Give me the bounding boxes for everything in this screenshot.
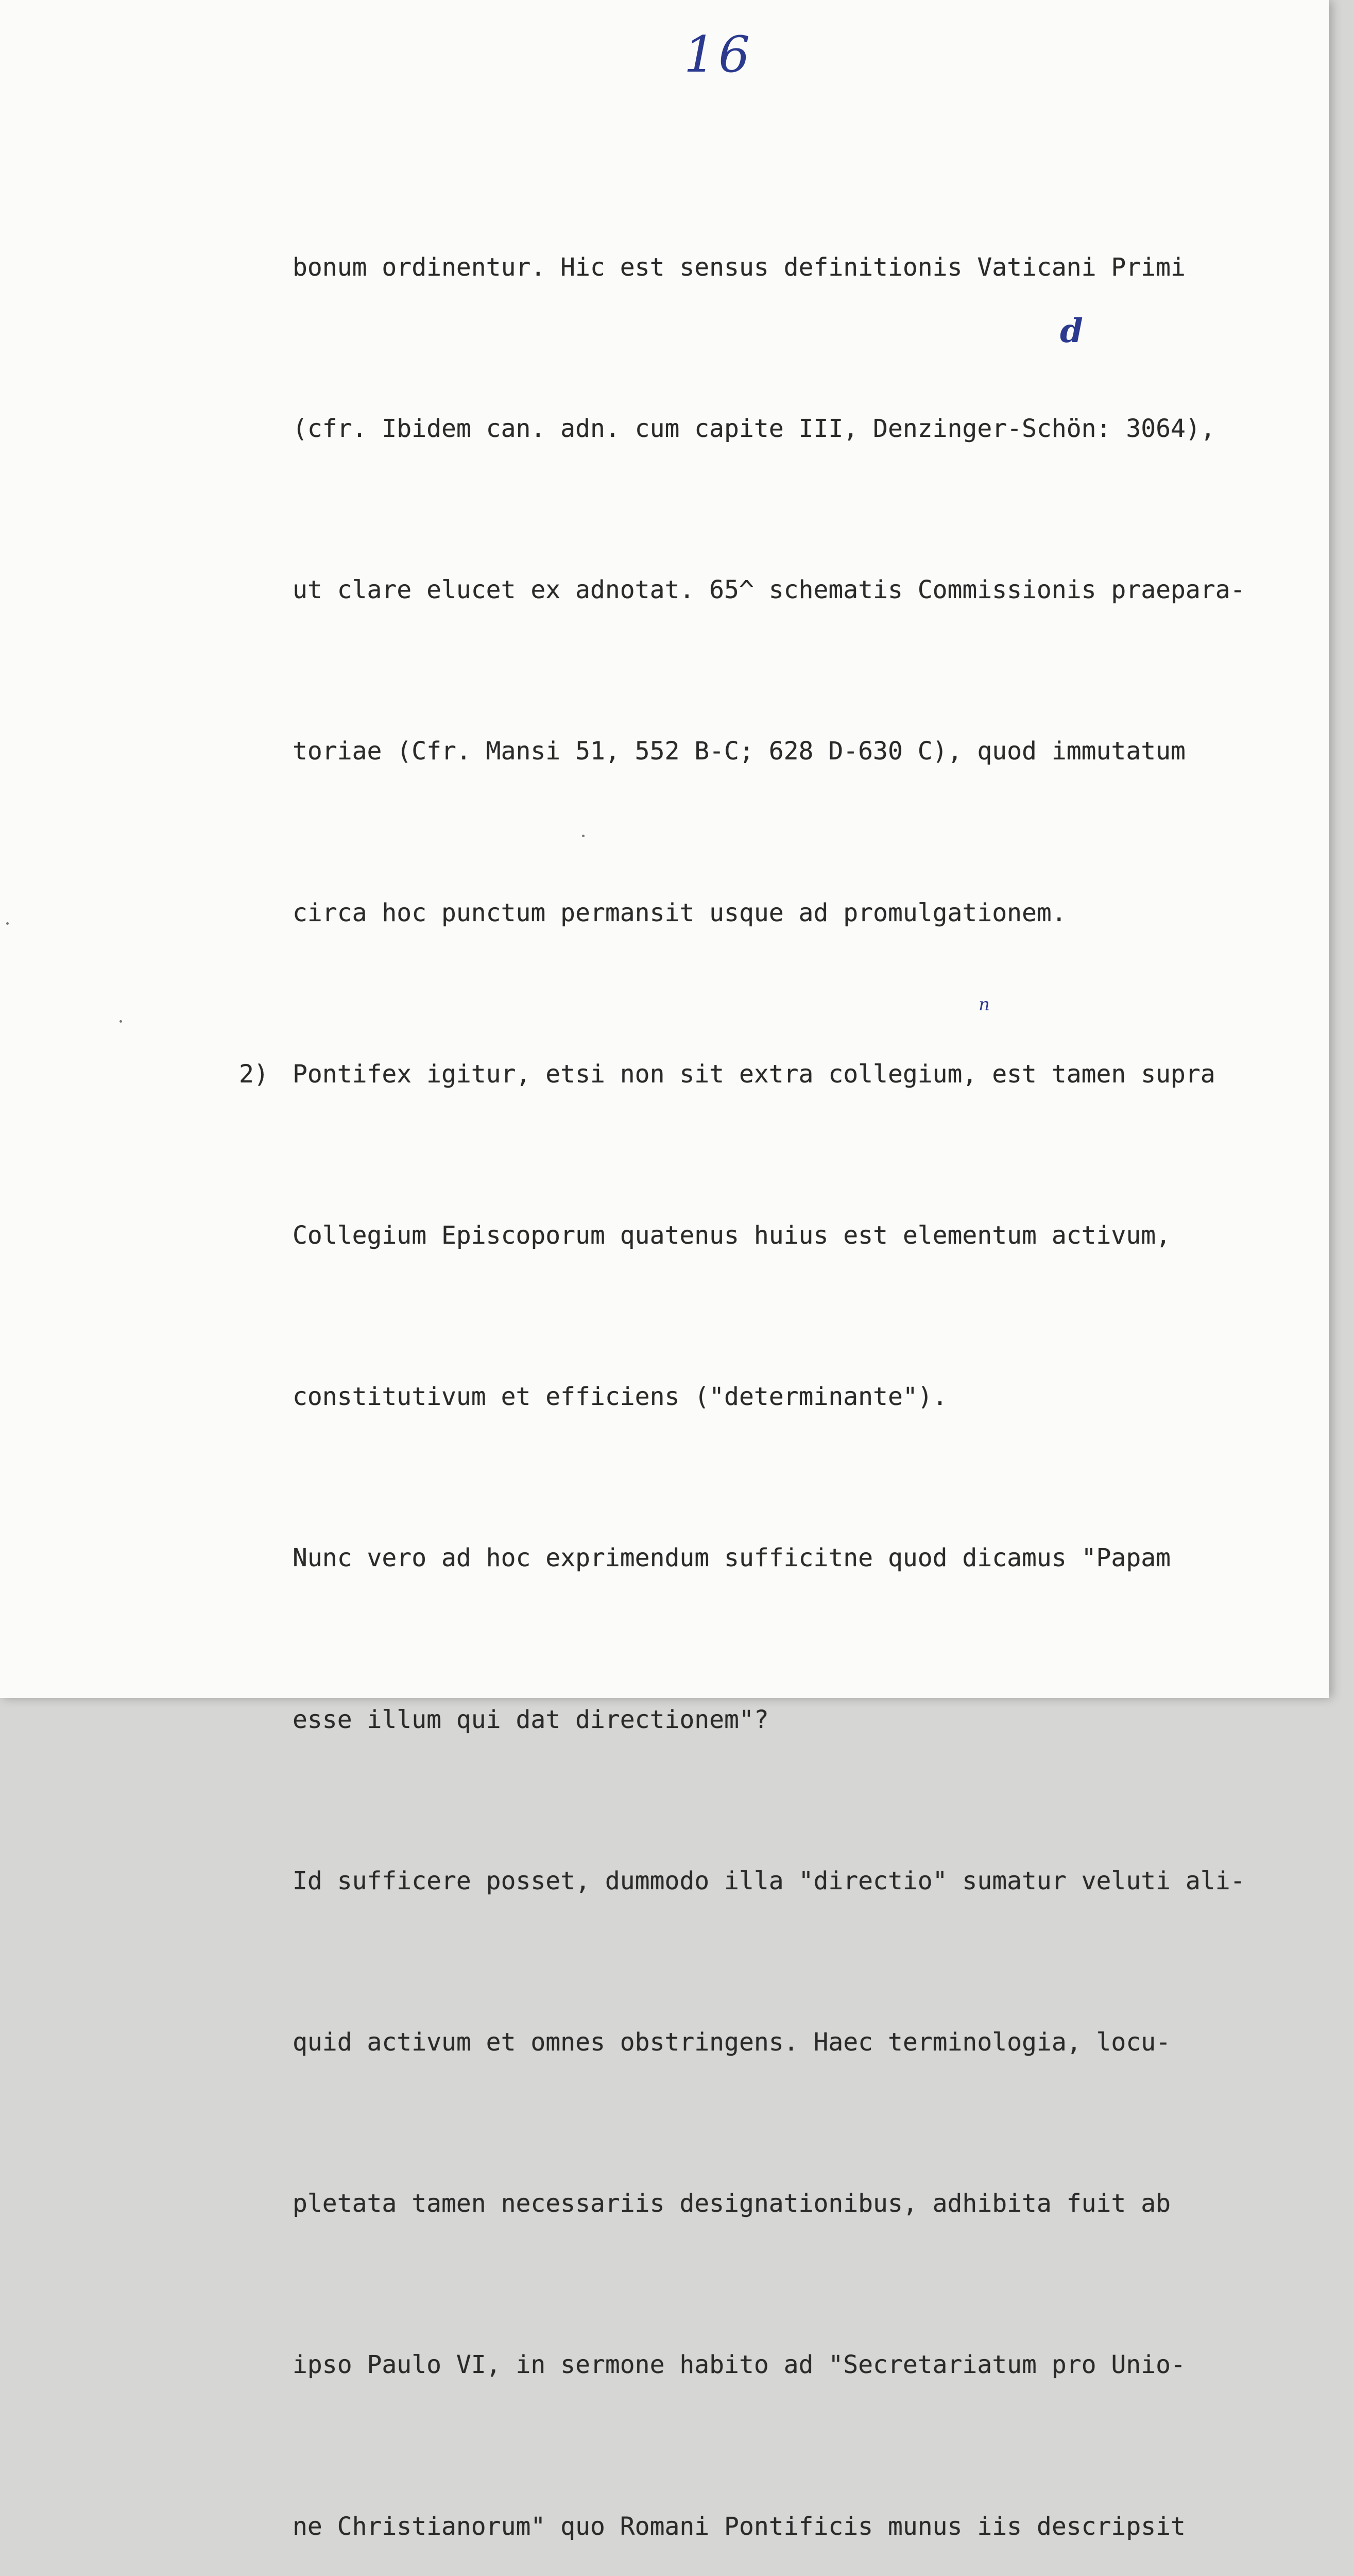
line-text: ipso Paulo VI, in sermone habito ad "Secretariatum pro Unio- — [293, 2350, 1186, 2380]
line-text: Pontifex igitur, etsi non sit extra collegium, est tamen supra — [293, 1059, 1215, 1089]
typed-text-body — [239, 133, 1302, 2576]
text-line — [239, 1047, 1302, 1101]
text-line — [293, 1854, 1302, 1908]
text-line — [293, 563, 1302, 617]
line-text: quid activum et omnes obstringens. Haec terminologia, locu- — [293, 2028, 1171, 2057]
text-line — [293, 724, 1302, 778]
line-text: pletata tamen necessariis designationibus, adhibita fuit ab — [293, 2189, 1171, 2218]
text-line — [293, 1370, 1302, 1423]
line-text: Nunc vero ad hoc exprimendum sufficitne quod dicamus "Papam — [293, 1544, 1171, 1573]
text-line — [293, 2338, 1302, 2392]
text-line — [293, 1693, 1302, 1747]
line-text: Collegium Episcoporum quatenus huius est elementum activum, — [293, 1221, 1171, 1250]
text-line — [293, 402, 1302, 455]
line-text: ut clare elucet ex adnotat. 65^ schematis Commissionis praepara- — [293, 575, 1245, 605]
line-text: Id sufficere posset, dummodo illa "directio" sumatur veluti ali- — [293, 1866, 1245, 1895]
text-line — [293, 1209, 1302, 1262]
line-text: bonum ordinentur. Hic est sensus definitionis Vaticani Primi — [293, 252, 1186, 282]
line-text: constitutivum et efficiens ("determinante"). — [293, 1382, 948, 1412]
text-line — [293, 2500, 1302, 2553]
paper-speck — [6, 922, 9, 925]
line-text: toriae (Cfr. Mansi 51, 552 B-C; 628 D-630 C), quod immutatum — [293, 737, 1186, 766]
line-text: esse illum qui dat directionem"? — [293, 1705, 769, 1734]
line-text: (cfr. Ibidem can. adn. cum capite III, Denzinger-Schön: 3064), — [293, 414, 1215, 444]
paper-speck — [582, 835, 585, 837]
text-line — [293, 1531, 1302, 1585]
line-text: ne Christianorum" quo Romani Pontificis munus iis descripsit — [293, 2512, 1186, 2541]
handwritten-insertion: n — [979, 994, 990, 1015]
line-text: circa hoc punctum permansit usque ad promulgationem. — [293, 898, 1067, 927]
item-number: 2) — [239, 1059, 269, 1089]
paper-speck — [119, 1020, 122, 1023]
text-line — [293, 2177, 1302, 2230]
text-line — [293, 886, 1302, 940]
text-line — [293, 241, 1302, 294]
handwritten-correction: d — [1060, 312, 1083, 350]
text-line — [293, 2015, 1302, 2069]
page-number: 16 — [683, 26, 753, 83]
